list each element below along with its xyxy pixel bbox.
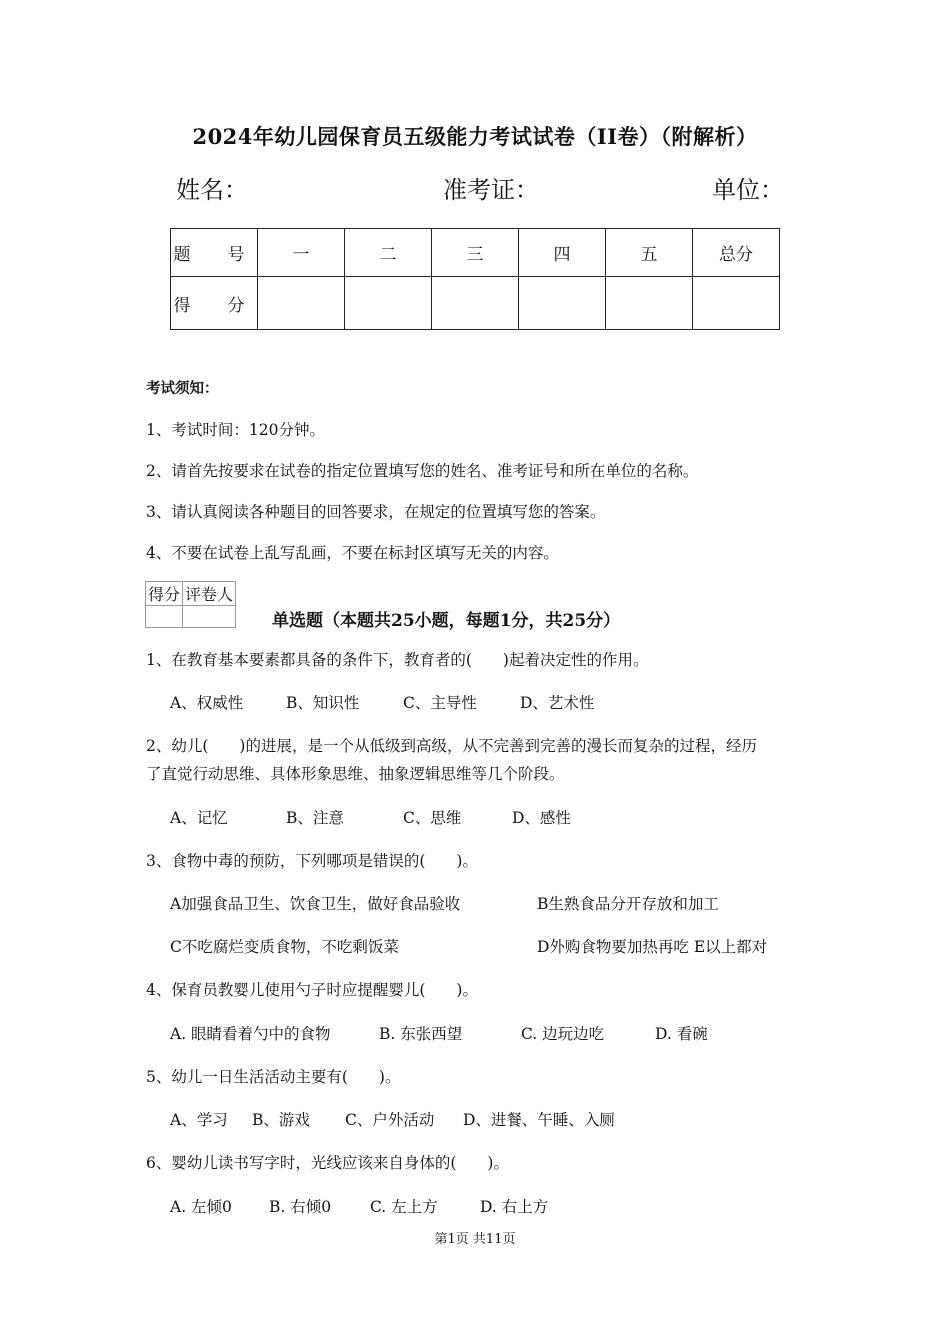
score-table-cell: 二 xyxy=(345,229,432,277)
name-label: 姓名： xyxy=(176,176,248,204)
question-stem: 1、在教育基本要素都具备的条件下，教育者的( )起着决定性的作用。 xyxy=(146,651,649,669)
option-a: A加强食品卫生、饮食卫生，做好食品验收 xyxy=(170,895,461,913)
option-b: B、知识性 xyxy=(286,694,360,712)
score-entry-cell[interactable] xyxy=(345,277,432,330)
score-entry-cell[interactable] xyxy=(693,277,780,330)
option-a: A、权威性 xyxy=(170,694,244,712)
section-title: 单选题（本题共25小题，每题1分，共25分） xyxy=(272,611,621,631)
option-b: B生熟食品分开存放和加工 xyxy=(537,895,719,913)
option-c: C. 边玩边吃 xyxy=(521,1025,605,1043)
grader-reviewer-label: 评卷人 xyxy=(183,582,236,606)
score-table-cell: 题 号 xyxy=(171,229,258,277)
option-a: A. 眼睛看着勺中的食物 xyxy=(170,1025,331,1043)
option-b: B、注意 xyxy=(286,809,344,827)
grader-score-label: 得分 xyxy=(146,582,183,606)
page-title: 2024年幼儿园保育员五级能力考试试卷（II卷）（附解析） xyxy=(192,124,758,149)
question-stem: 6、婴幼儿读书写字时，光线应该来自身体的( )。 xyxy=(146,1154,509,1172)
option-b: B. 右倾0 xyxy=(269,1198,332,1216)
question-stem: 3、食物中毒的预防，下列哪项是错误的( )。 xyxy=(146,852,478,870)
option-c: C、主导性 xyxy=(403,694,477,712)
question-stem: 4、保育员教婴儿使用勺子时应提醒婴儿( )。 xyxy=(146,981,478,999)
score-table-cell: 总分 xyxy=(693,229,780,277)
option-a: A. 左倾0 xyxy=(170,1198,232,1216)
option-d: D. 看碗 xyxy=(655,1025,708,1043)
option-c: C、思维 xyxy=(403,809,462,827)
option-a: A、学习 xyxy=(170,1111,228,1129)
score-entry-cell[interactable] xyxy=(258,277,345,330)
score-table-header-row xyxy=(171,229,780,277)
option-b: B、游戏 xyxy=(252,1111,310,1129)
grader-reviewer-cell[interactable] xyxy=(183,606,236,628)
score-entry-cell[interactable] xyxy=(519,277,606,330)
option-d: D外购食物要加热再吃 E以上都对 xyxy=(537,938,768,956)
notice-heading: 考试须知： xyxy=(146,380,219,397)
option-c: C. 左上方 xyxy=(370,1198,438,1216)
score-table-score-row xyxy=(171,277,780,330)
question-stem: 5、幼儿一日生活活动主要有( )。 xyxy=(146,1068,401,1086)
score-table-cell: 四 xyxy=(519,229,606,277)
score-table-cell: 一 xyxy=(258,229,345,277)
unit-label: 单位： xyxy=(712,176,784,204)
option-d: D、艺术性 xyxy=(520,694,595,712)
notice-item: 1、考试时间：120分钟。 xyxy=(146,421,325,439)
score-table-cell: 五 xyxy=(606,229,693,277)
question-stem: 2、幼儿( )的进展，是一个从低级到高级，从不完善到完善的漫长而复杂的过程，经历 xyxy=(146,737,757,755)
option-b: B. 东张西望 xyxy=(379,1025,463,1043)
exam-id-label: 准考证： xyxy=(443,176,539,204)
option-c: C、户外活动 xyxy=(345,1111,435,1129)
question-stem-continued: 了直觉行动思维、具体形象思维、抽象逻辑思维等几个阶段。 xyxy=(146,765,565,783)
notice-item: 4、不要在试卷上乱写乱画，不要在标封区填写无关的内容。 xyxy=(146,544,559,562)
score-table-cell: 得 分 xyxy=(171,277,258,330)
score-table xyxy=(170,228,780,330)
page-footer: 第1页 共11页 xyxy=(434,1232,516,1247)
option-d: D、感性 xyxy=(512,809,571,827)
notice-item: 2、请首先按要求在试卷的指定位置填写您的姓名、准考证号和所在单位的名称。 xyxy=(146,462,699,480)
grader-table xyxy=(145,581,236,628)
option-d: D. 右上方 xyxy=(480,1198,549,1216)
score-entry-cell[interactable] xyxy=(432,277,519,330)
score-entry-cell[interactable] xyxy=(606,277,693,330)
option-d: D、进餐、午睡、入厕 xyxy=(463,1111,615,1129)
score-table-cell: 三 xyxy=(432,229,519,277)
grader-score-cell[interactable] xyxy=(146,606,183,628)
option-c: C不吃腐烂变质食物，不吃剩饭菜 xyxy=(170,938,399,956)
option-a: A、记忆 xyxy=(170,809,228,827)
notice-item: 3、请认真阅读各种题目的回答要求，在规定的位置填写您的答案。 xyxy=(146,503,606,521)
